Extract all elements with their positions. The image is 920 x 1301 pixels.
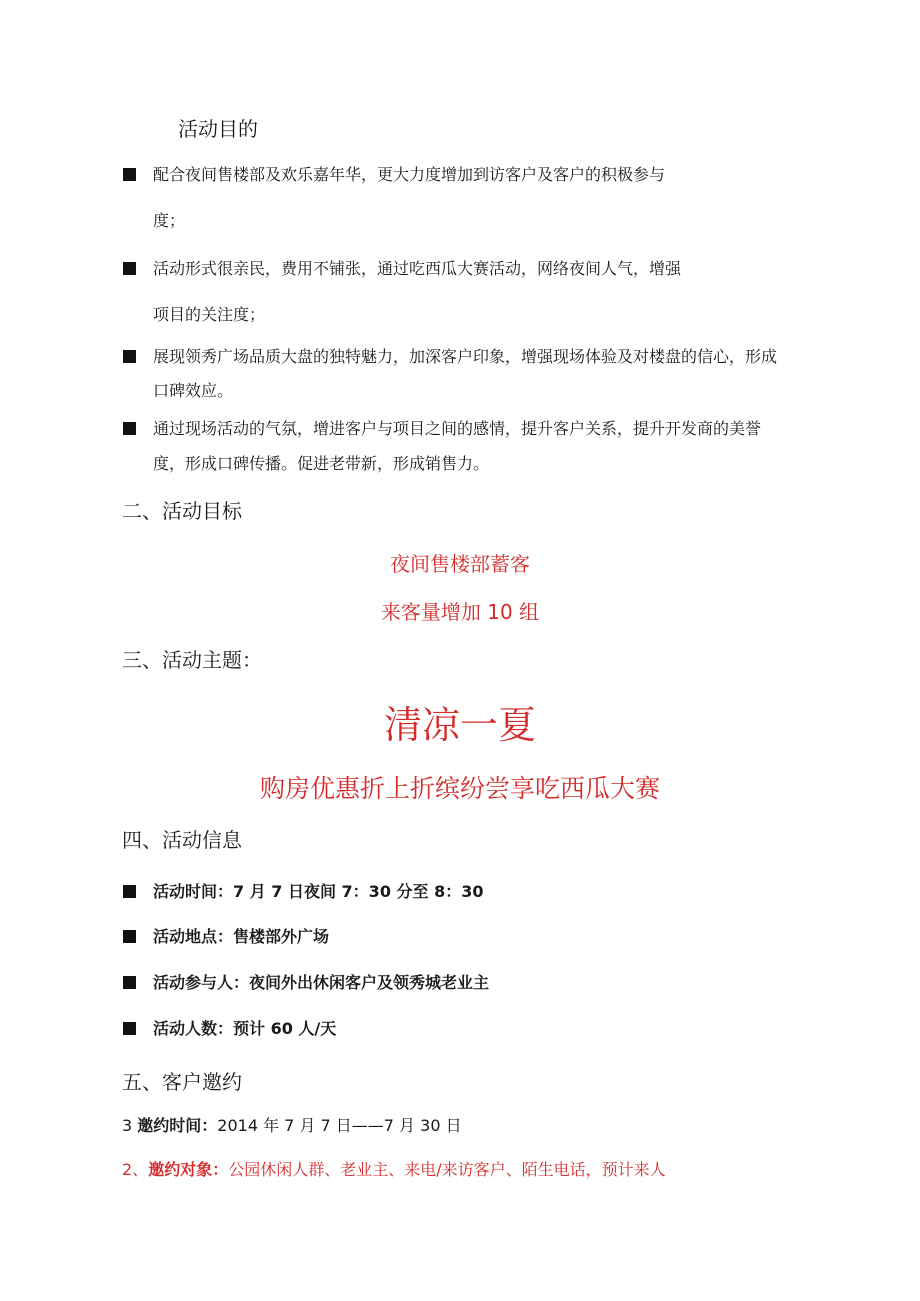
invite-time-line	[122, 1115, 462, 1137]
invite-target-prefix: 2、	[122, 1160, 149, 1179]
bullet-square-icon	[123, 976, 136, 989]
invite-time-prefix: 3	[122, 1116, 138, 1135]
info-item-participants: 活动参与人：夜间外出休闲客户及领秀城老业主	[153, 973, 490, 992]
invite-time-value: 2014 年 7 月 7 日——7 月 30 日	[217, 1116, 462, 1135]
purpose-bullet-4-line1: 通过现场活动的气氛，增进客户与项目之间的感情，提升客户关系，提升开发商的美誉	[153, 419, 762, 438]
bullet-square-icon	[123, 422, 136, 435]
invite-target-line	[122, 1159, 666, 1181]
theme-heading: 三、活动主题：	[122, 648, 262, 672]
theme-subtitle: 购房优惠折上折缤纷尝享吃西瓜大赛	[259, 774, 660, 803]
theme-title: 清凉一夏	[383, 703, 536, 747]
info-item-time: 活动时间：7 月 7 日夜间 7：30 分至 8：30	[153, 882, 484, 901]
invite-target-value: 公园休闲人群、老业主、来电/来访客户、陌生电话，预计来人	[228, 1160, 666, 1179]
goal-line-1: 夜间售楼部蓄客	[390, 552, 530, 576]
invite-heading: 五、客户邀约	[122, 1070, 242, 1094]
purpose-bullet-2-line2: 项目的关注度；	[153, 305, 266, 324]
bullet-square-icon	[123, 262, 136, 275]
purpose-bullet-4-line2: 度，形成口碑传播。促进老带新，形成销售力。	[153, 454, 490, 473]
purpose-bullet-1-line2: 度；	[153, 211, 186, 230]
goal-heading: 二、活动目标	[122, 499, 242, 523]
purpose-bullet-2-line1: 活动形式很亲民，费用不铺张，通过吃西瓜大赛活动，网络夜间人气，增强	[153, 259, 682, 278]
purpose-bullet-1-line1: 配合夜间售楼部及欢乐嘉年华，更大力度增加到访客户及客户的积极参与	[153, 165, 666, 184]
purpose-bullet-3-line1: 展现领秀广场品质大盘的独特魅力，加深客户印象，增强现场体验及对楼盘的信心，形成	[153, 347, 778, 366]
bullet-square-icon	[123, 350, 136, 363]
bullet-square-icon	[123, 168, 136, 181]
bullet-square-icon	[123, 930, 136, 943]
bullet-square-icon	[123, 1022, 136, 1035]
info-item-location: 活动地点：售楼部外广场	[153, 927, 330, 946]
invite-target-label: 邀约对象：	[148, 1160, 229, 1179]
goal-line-2: 来客量增加 10 组	[380, 600, 540, 624]
purpose-bullet-3-line2: 口碑效应。	[153, 381, 234, 400]
bullet-square-icon	[123, 885, 136, 898]
info-item-count: 活动人数：预计 60 人/天	[153, 1019, 337, 1038]
purpose-heading: 活动目的	[178, 117, 258, 141]
info-heading: 四、活动信息	[122, 828, 242, 852]
invite-time-label: 邀约时间：	[137, 1116, 218, 1135]
